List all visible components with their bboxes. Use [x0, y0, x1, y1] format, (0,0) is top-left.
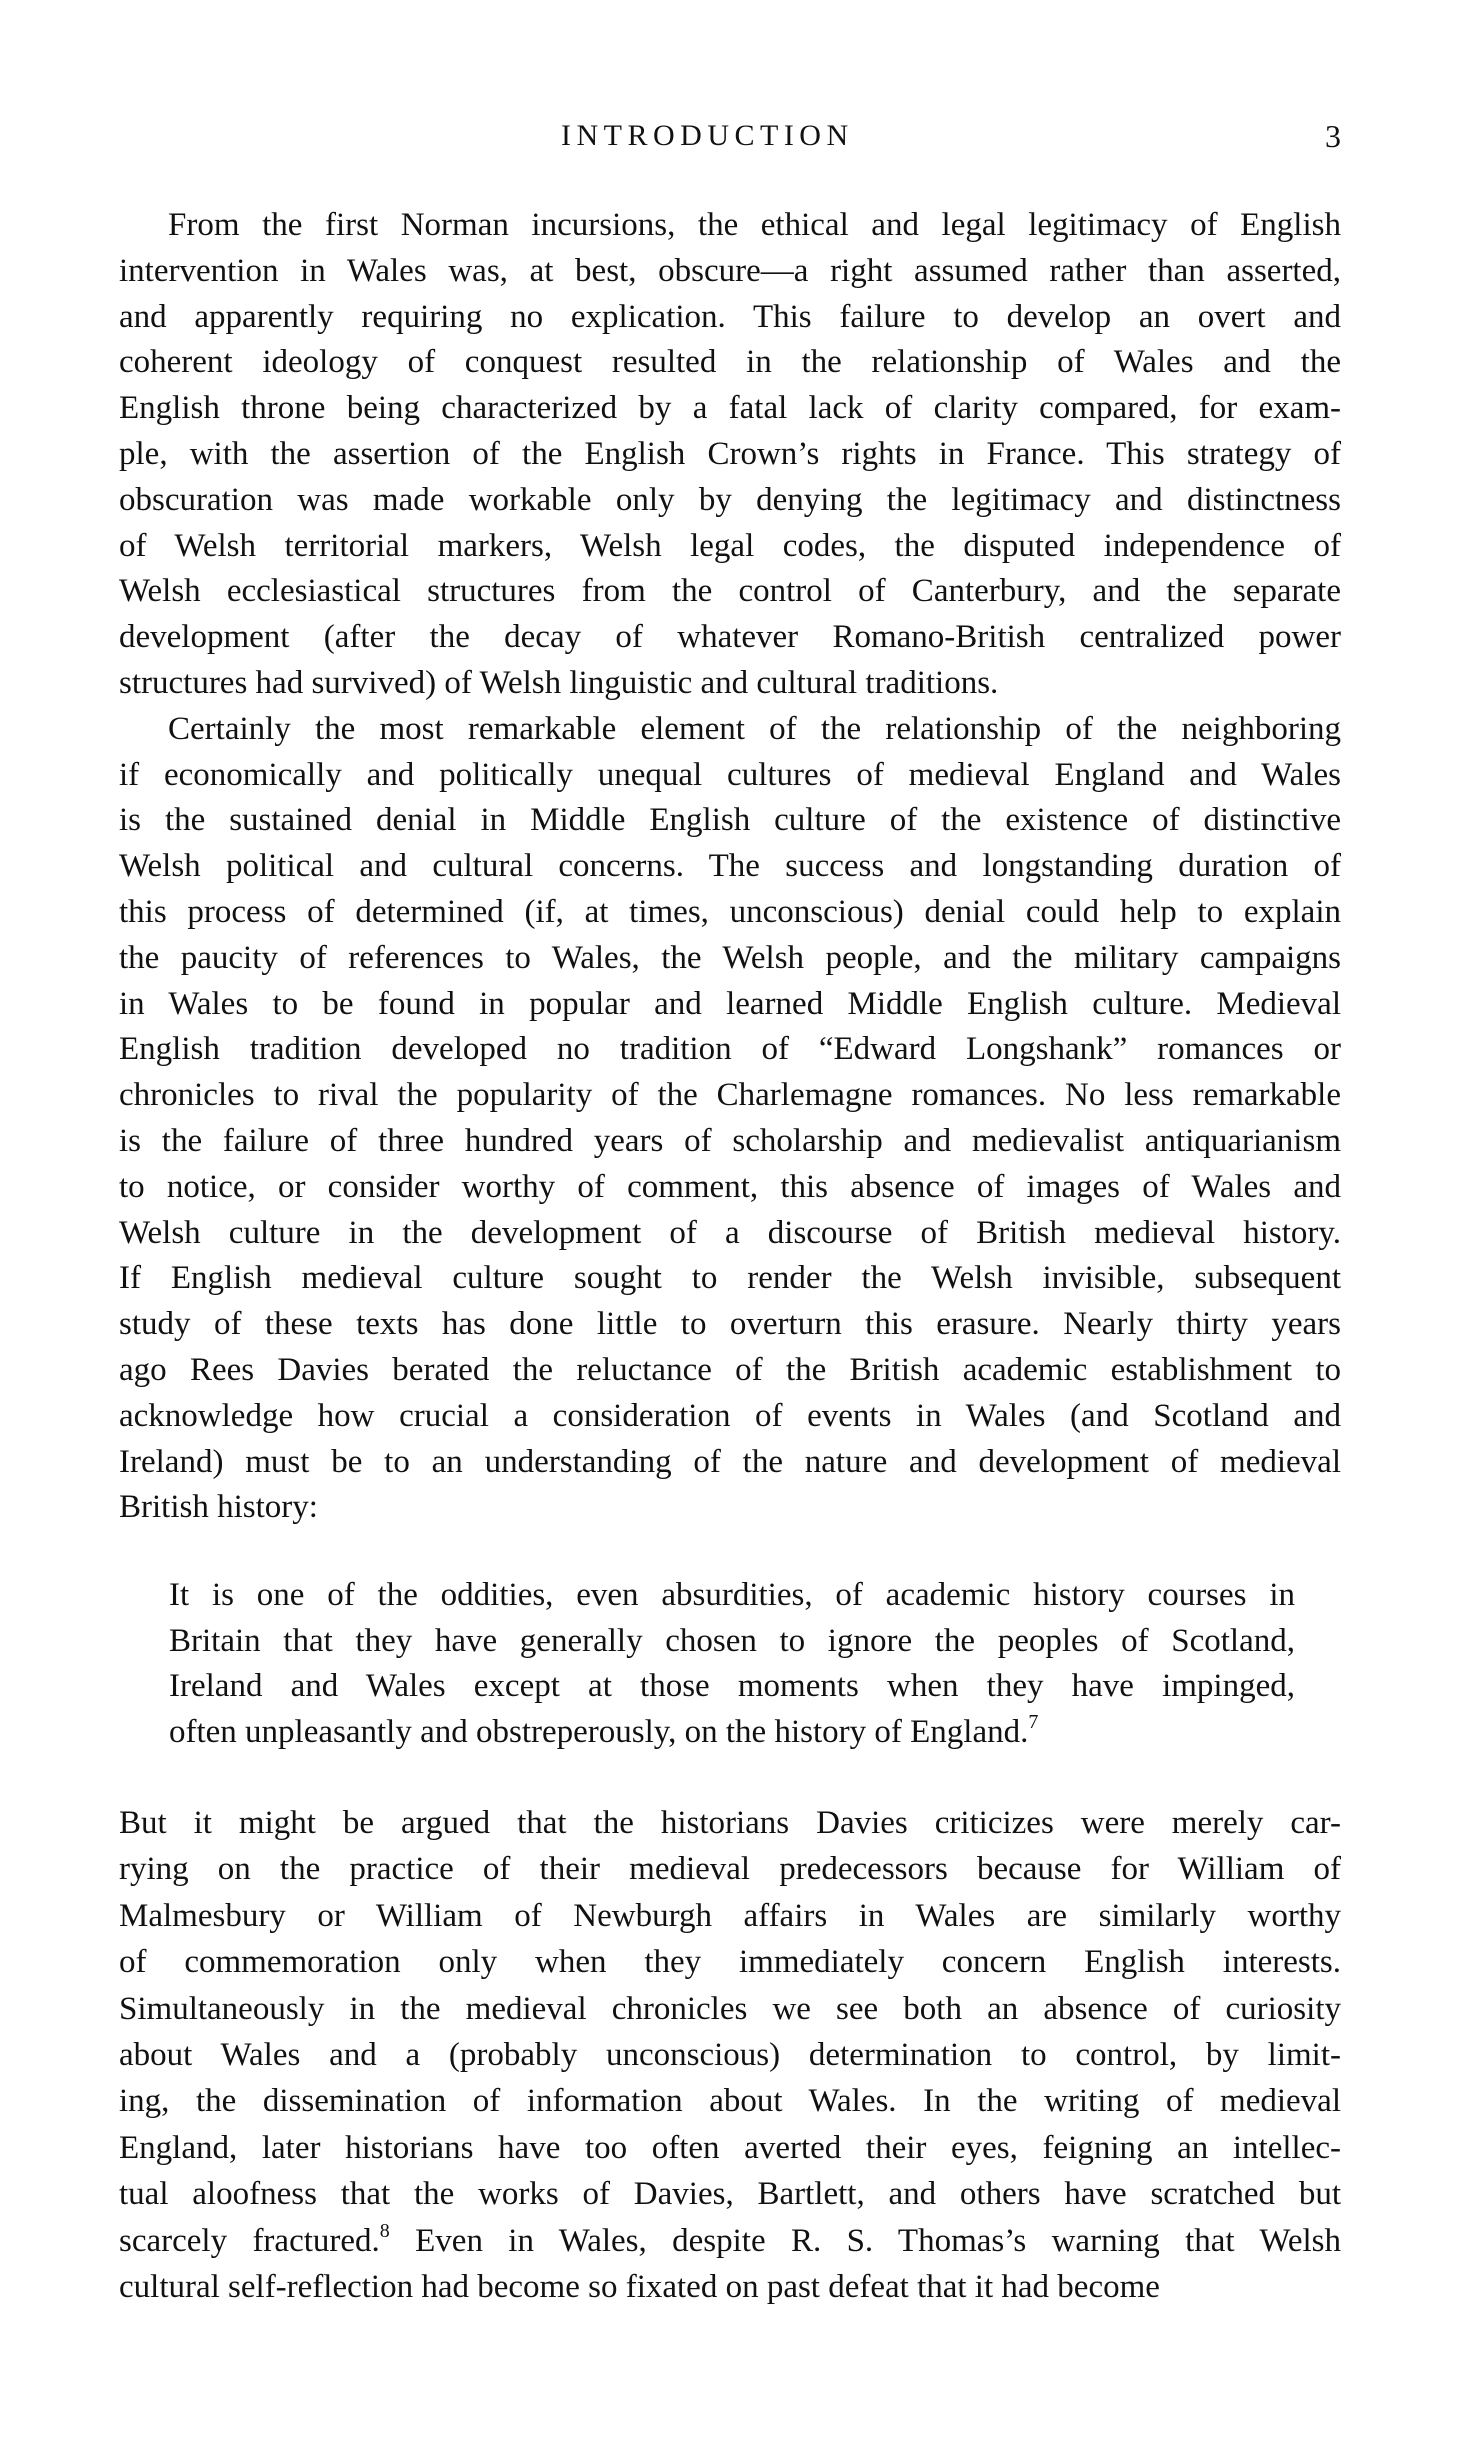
text-line: this process of determined (if, at times, unconscious) denial could help to explain [119, 894, 1341, 930]
text-line: rying on the practice of their medieval predecessors because for William of [119, 1851, 1341, 1888]
text-line: If English medieval culture sought to render the Welsh invisible, subsequent [119, 1260, 1341, 1297]
text-line: England, later historians have too often averted their eyes, feigning an intellec- [119, 2129, 1341, 2166]
text-line: in Wales to be found in popular and learned Middle English culture. Medieval [119, 985, 1341, 1022]
text-line: if economically and politically unequal cultures of medieval England and Wales [119, 756, 1341, 793]
text-line: Malmesbury or William of Newburgh affairs in Wales are similarly worthy [119, 1897, 1341, 1934]
text-line: Certainly the most remarkable element of the relationship of the neighboring [168, 710, 1341, 747]
text-line: English tradition developed no tradition of “Edward Longshank” romances or [119, 1031, 1341, 1068]
text-line: acknowledge how crucial a consideration of events in Wales (and Scotland and [119, 1397, 1341, 1434]
text-line: English throne being characterized by a fatal lack of clarity compared, for exam- [119, 390, 1341, 427]
text-line: of Welsh territorial markers, Welsh legal codes, the disputed independence of [119, 527, 1341, 564]
text-line: structures had survived) of Welsh linguistic and cultural traditions. [119, 665, 999, 701]
text-line: ago Rees Davies berated the reluctance of the British academic establishment to [119, 1352, 1341, 1388]
text-line: chronicles to rival the popularity of the Charlemagne romances. No less remarkable [119, 1077, 1341, 1114]
text-line: intervention in Wales was, at best, obscure—a right assumed rather than asserted, [119, 252, 1341, 289]
footnote-ref[interactable]: 7 [1028, 1710, 1039, 1733]
text-line: obscuration was made workable only by denying the legitimacy and distinctness [119, 481, 1341, 518]
quote-line: Ireland and Wales except at those moments when they have impinged, [169, 1668, 1295, 1705]
quote-line: Britain that they have generally chosen to ignore the peoples of Scotland, [169, 1622, 1295, 1659]
text-line: scarcely fractured.$^8$ Even in Wales, despite R. S. Thomas’s warning that Welsh [119, 2219, 1341, 2259]
quote-line: often unpleasantly and obstreperously, on the history of England.$^7$ [169, 1710, 1039, 1750]
text-line: From the first Norman incursions, the ethical and legal legitimacy of English [168, 207, 1341, 243]
text-line: development (after the decay of whatever Romano-British centralized power [119, 619, 1341, 656]
footnote-ref[interactable]: 8 [379, 2219, 390, 2242]
text-line: Simultaneously in the medieval chronicles we see both an absence of curiosity [119, 1990, 1341, 2027]
text-line: is the failure of three hundred years of scholarship and medievalist antiquarianism [119, 1123, 1341, 1159]
text-line: study of these texts has done little to overturn this erasure. Nearly thirty years [119, 1306, 1341, 1343]
text-line: But it might be argued that the historians Davies criticizes were merely car- [119, 1805, 1341, 1841]
text-line: Welsh culture in the development of a discourse of British medieval history. [119, 1214, 1341, 1251]
text-line: Ireland) must be to an understanding of the nature and development of medieval [119, 1443, 1341, 1480]
text-line: Welsh political and cultural concerns. The success and longstanding duration of [119, 848, 1341, 885]
text-line: of commemoration only when they immediately concern English interests. [119, 1944, 1341, 1981]
quote-line: It is one of the oddities, even absurdities, of academic history courses in [169, 1577, 1295, 1613]
text-line: the paucity of references to Wales, the Welsh people, and the military campaigns [119, 939, 1341, 976]
running-head-title: INTRODUCTION [561, 119, 854, 152]
running-head [119, 118, 1341, 154]
page-number: 3 [1325, 118, 1341, 154]
text-line: is the sustained denial in Middle English culture of the existence of distinctive [119, 802, 1341, 839]
text-line: British history: [119, 1489, 318, 1526]
text-line: and apparently requiring no explication. This failure to develop an overt and [119, 298, 1341, 335]
text-line: Welsh ecclesiastical structures from the control of Canterbury, and the separate [119, 573, 1341, 610]
text-line: tual aloofness that the works of Davies, Bartlett, and others have scratched but [119, 2176, 1341, 2213]
text-line: cultural self-reflection had become so fixated on past defeat that it had become [119, 2269, 1160, 2305]
text-line: to notice, or consider worthy of comment, this absence of images of Wales and [119, 1168, 1341, 1205]
text-line: coherent ideology of conquest resulted in the relationship of Wales and the [119, 344, 1341, 381]
text-line: about Wales and a (probably unconscious) determination to control, by limit- [119, 2037, 1341, 2073]
text-line: ple, with the assertion of the English Crown’s rights in France. This strategy of [119, 436, 1341, 472]
text-line: ing, the dissemination of information about Wales. In the writing of medieval [119, 2083, 1341, 2120]
